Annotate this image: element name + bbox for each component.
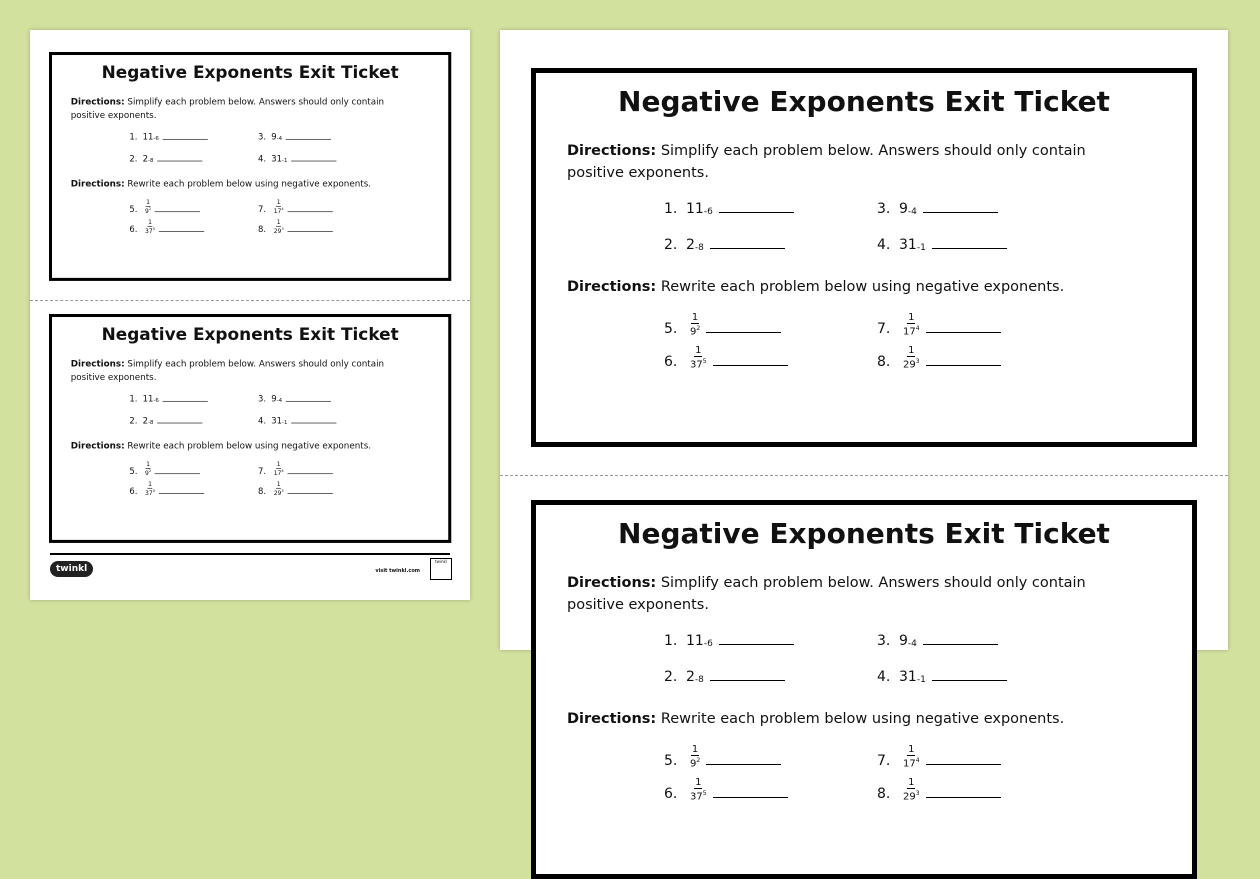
denominator bbox=[903, 789, 920, 802]
problem-number: 7. bbox=[877, 753, 891, 769]
problem-exponent: -1 bbox=[282, 157, 288, 164]
directions-label: Directions: bbox=[567, 279, 657, 295]
answer-blank[interactable] bbox=[923, 644, 998, 645]
problem-base: 31 bbox=[271, 154, 283, 164]
fraction bbox=[274, 462, 284, 477]
footer-site-text: visit twinkl.com bbox=[375, 568, 420, 574]
fraction bbox=[274, 200, 284, 215]
numerator: 1 bbox=[148, 481, 152, 488]
problem-exponent: -4 bbox=[907, 639, 917, 649]
numerator: 1 bbox=[695, 344, 702, 356]
rewrite-problem bbox=[258, 462, 333, 476]
fraction bbox=[690, 745, 700, 769]
problem-exponent: -8 bbox=[694, 675, 704, 685]
numerator: 1 bbox=[146, 199, 151, 206]
denominator-base: 37 bbox=[145, 227, 153, 235]
denominator-exponent: 5 bbox=[152, 488, 156, 494]
problem-base: 31 bbox=[899, 237, 917, 253]
problem-number: 5. bbox=[129, 466, 138, 477]
denominator-base: 29 bbox=[273, 227, 282, 235]
answer-blank[interactable] bbox=[926, 797, 1001, 798]
directions-label: Directions: bbox=[70, 441, 125, 452]
denominator bbox=[690, 357, 707, 370]
denominator-base: 37 bbox=[145, 489, 153, 497]
denominator-exponent: 5 bbox=[702, 789, 707, 797]
rewrite-problem bbox=[877, 778, 1001, 802]
denominator-base: 17 bbox=[903, 758, 916, 769]
problem-exponent: -4 bbox=[276, 397, 283, 404]
numerator: 1 bbox=[276, 461, 281, 468]
problem-number: 2. bbox=[129, 154, 138, 164]
answer-blank[interactable] bbox=[713, 365, 788, 366]
denominator bbox=[274, 468, 284, 476]
problem-base: 2 bbox=[686, 237, 695, 253]
problem-number: 7. bbox=[877, 321, 891, 337]
directions-text: Rewrite each problem below using negative exponents. bbox=[127, 441, 372, 452]
answer-blank[interactable] bbox=[710, 680, 785, 681]
denominator bbox=[690, 789, 707, 802]
problem-number: 1. bbox=[129, 132, 138, 142]
problem-number: 4. bbox=[257, 416, 267, 426]
rewrite-problem bbox=[664, 313, 781, 337]
worksheet-zoom-page bbox=[500, 30, 1228, 802]
numerator: 1 bbox=[276, 199, 281, 206]
directions-label: Directions: bbox=[70, 179, 125, 190]
directions-label: Directions: bbox=[567, 711, 657, 727]
problem-base: 9 bbox=[271, 394, 277, 404]
denominator-base: 37 bbox=[690, 791, 703, 802]
simplify-problem bbox=[664, 229, 785, 253]
directions-text: Rewrite each problem below using negative exponents. bbox=[127, 179, 372, 190]
directions-rewrite bbox=[567, 708, 1127, 730]
denominator-base: 9 bbox=[690, 758, 697, 769]
exit-ticket bbox=[49, 314, 451, 543]
ticket-title: Negative Exponents Exit Ticket bbox=[101, 324, 399, 345]
rewrite-problem bbox=[664, 745, 781, 769]
problem-number: 6. bbox=[664, 354, 678, 370]
denominator-exponent: 4 bbox=[915, 756, 920, 764]
rewrite-problem bbox=[664, 346, 788, 370]
directions-text: Rewrite each problem below using negative exponents. bbox=[660, 279, 1065, 295]
denominator bbox=[274, 488, 284, 496]
problem-number: 8. bbox=[877, 354, 891, 370]
denominator-exponent: 4 bbox=[281, 207, 284, 212]
answer-blank[interactable] bbox=[923, 212, 998, 213]
problem-number: 1. bbox=[664, 633, 678, 649]
problem-base: 2 bbox=[686, 669, 695, 685]
answer-blank[interactable] bbox=[710, 248, 785, 249]
fraction bbox=[145, 482, 155, 497]
denominator-exponent: 5 bbox=[702, 357, 707, 365]
answer-blank[interactable] bbox=[706, 764, 781, 765]
answer-blank[interactable] bbox=[291, 423, 336, 424]
answer-blank[interactable] bbox=[287, 493, 332, 494]
denominator bbox=[145, 206, 151, 214]
problem-number: 7. bbox=[257, 466, 267, 477]
exit-ticket bbox=[531, 500, 1197, 879]
directions-label: Directions: bbox=[70, 97, 125, 107]
problem-number: 5. bbox=[664, 321, 678, 337]
problem-base: 11 bbox=[686, 201, 704, 217]
numerator: 1 bbox=[908, 743, 915, 755]
numerator: 1 bbox=[908, 776, 915, 788]
problem-number: 3. bbox=[257, 132, 267, 142]
simplify-problem bbox=[664, 661, 785, 685]
denominator-base: 17 bbox=[273, 207, 282, 215]
problem-number: 6. bbox=[129, 224, 138, 235]
denominator-base: 17 bbox=[903, 326, 916, 337]
denominator-exponent: 5 bbox=[152, 226, 156, 232]
answer-blank[interactable] bbox=[286, 401, 331, 402]
simplify-problem bbox=[258, 390, 331, 404]
exit-ticket bbox=[49, 52, 451, 281]
answer-blank[interactable] bbox=[155, 473, 200, 474]
denominator-exponent: 2 bbox=[148, 469, 152, 474]
fraction bbox=[903, 313, 920, 337]
answer-blank[interactable] bbox=[926, 764, 1001, 765]
answer-blank[interactable] bbox=[719, 644, 794, 645]
answer-blank[interactable] bbox=[159, 231, 204, 232]
problem-number: 3. bbox=[257, 394, 267, 404]
simplify-problem bbox=[129, 149, 202, 163]
problem-number: 1. bbox=[664, 201, 678, 217]
answer-blank[interactable] bbox=[287, 473, 332, 474]
rewrite-problem bbox=[129, 462, 200, 476]
problem-number: 8. bbox=[257, 224, 267, 235]
problem-base: 31 bbox=[899, 669, 917, 685]
problem-exponent: -4 bbox=[907, 207, 917, 217]
denominator-exponent: 4 bbox=[915, 324, 920, 332]
denominator-base: 29 bbox=[903, 359, 916, 370]
fraction bbox=[690, 313, 700, 337]
denominator-base: 29 bbox=[273, 489, 282, 497]
numerator: 1 bbox=[908, 311, 915, 323]
denominator bbox=[903, 756, 920, 769]
rewrite-problem bbox=[129, 220, 204, 234]
problem-exponent: -8 bbox=[148, 157, 154, 164]
directions-label: Directions: bbox=[567, 575, 657, 591]
denominator bbox=[690, 324, 700, 337]
problem-exponent: -1 bbox=[916, 675, 926, 685]
denominator bbox=[145, 468, 151, 476]
denominator bbox=[274, 226, 284, 234]
problem-number: 5. bbox=[664, 753, 678, 769]
directions-rewrite bbox=[71, 178, 409, 191]
cut-line bbox=[30, 300, 470, 301]
simplify-problem bbox=[129, 390, 207, 404]
problem-base: 31 bbox=[271, 416, 283, 426]
denominator-exponent: 3 bbox=[915, 789, 920, 797]
numerator: 1 bbox=[276, 481, 281, 488]
denominator-base: 9 bbox=[690, 326, 697, 337]
problem-base: 9 bbox=[899, 633, 908, 649]
numerator: 1 bbox=[691, 311, 699, 323]
numerator: 1 bbox=[276, 219, 281, 226]
ticket-title: Negative Exponents Exit Ticket bbox=[101, 62, 399, 83]
problem-base: 2 bbox=[142, 416, 149, 426]
directions-simplify bbox=[71, 95, 409, 122]
fraction bbox=[903, 745, 920, 769]
simplify-problem bbox=[258, 128, 331, 142]
problem-number: 3. bbox=[877, 633, 891, 649]
rewrite-problem bbox=[129, 482, 204, 496]
denominator-exponent: 2 bbox=[696, 324, 701, 332]
directions-simplify bbox=[71, 357, 409, 384]
simplify-problem bbox=[877, 229, 1007, 253]
problem-number: 7. bbox=[257, 204, 267, 215]
fraction bbox=[903, 346, 920, 370]
denominator bbox=[145, 226, 155, 234]
denominator-base: 9 bbox=[145, 469, 149, 477]
simplify-problem bbox=[877, 193, 998, 217]
worksheet-preview-page bbox=[30, 30, 470, 600]
directions-text: Simplify each problem below. Answers should only contain positive exponents. bbox=[567, 143, 1086, 181]
ticket-title: Negative Exponents Exit Ticket bbox=[618, 517, 1110, 550]
simplify-problem bbox=[129, 411, 202, 425]
directions-simplify bbox=[567, 572, 1127, 616]
rewrite-problem bbox=[877, 313, 1001, 337]
problem-number: 1. bbox=[129, 394, 138, 404]
problem-exponent: -8 bbox=[148, 419, 154, 426]
rewrite-problem bbox=[877, 745, 1001, 769]
problem-exponent: -4 bbox=[276, 135, 283, 142]
problem-number: 8. bbox=[877, 786, 891, 802]
problem-number: 4. bbox=[877, 237, 891, 253]
problem-base: 9 bbox=[271, 132, 277, 142]
denominator bbox=[903, 324, 920, 337]
problem-exponent: -8 bbox=[694, 243, 704, 253]
answer-blank[interactable] bbox=[926, 365, 1001, 366]
directions-rewrite bbox=[71, 440, 409, 453]
denominator-base: 37 bbox=[690, 359, 703, 370]
rewrite-problem bbox=[258, 220, 333, 234]
simplify-problem bbox=[877, 625, 998, 649]
directions-text: Simplify each problem below. Answers should only contain positive exponents. bbox=[70, 359, 385, 383]
rewrite-problem bbox=[664, 778, 788, 802]
denominator-exponent: 3 bbox=[281, 488, 284, 494]
numerator: 1 bbox=[908, 344, 915, 356]
fraction bbox=[145, 220, 155, 235]
answer-blank[interactable] bbox=[287, 211, 332, 212]
problem-number: 6. bbox=[664, 786, 678, 802]
problem-number: 4. bbox=[877, 669, 891, 685]
simplify-problem bbox=[258, 149, 336, 163]
numerator: 1 bbox=[691, 743, 699, 755]
problem-exponent: -6 bbox=[153, 397, 159, 404]
twinkl-logo: twinkl bbox=[50, 561, 93, 577]
fraction bbox=[690, 778, 707, 802]
answer-blank[interactable] bbox=[162, 401, 207, 402]
problem-number: 3. bbox=[877, 201, 891, 217]
problem-exponent: -1 bbox=[916, 243, 926, 253]
denominator bbox=[903, 357, 920, 370]
footer-divider bbox=[50, 553, 450, 555]
rewrite-problem bbox=[258, 482, 333, 496]
rewrite-problem bbox=[258, 200, 333, 214]
problem-base: 11 bbox=[142, 132, 154, 142]
fraction bbox=[274, 220, 284, 235]
denominator-base: 17 bbox=[273, 469, 282, 477]
fraction bbox=[274, 482, 284, 497]
denominator-exponent: 2 bbox=[696, 756, 701, 764]
problem-number: 2. bbox=[129, 416, 138, 426]
rewrite-problem bbox=[877, 346, 1001, 370]
problem-exponent: -6 bbox=[703, 639, 713, 649]
rewrite-problem bbox=[129, 200, 200, 214]
problem-base: 11 bbox=[142, 394, 154, 404]
answer-blank[interactable] bbox=[159, 493, 204, 494]
denominator bbox=[690, 756, 700, 769]
problem-base: 11 bbox=[686, 633, 704, 649]
simplify-problem bbox=[877, 661, 1007, 685]
denominator-base: 29 bbox=[903, 791, 916, 802]
answer-blank[interactable] bbox=[157, 423, 202, 424]
answer-blank[interactable] bbox=[932, 680, 1007, 681]
problem-number: 5. bbox=[129, 204, 138, 215]
simplify-problem bbox=[664, 625, 794, 649]
simplify-problem bbox=[258, 411, 336, 425]
problem-number: 6. bbox=[129, 486, 138, 497]
problem-exponent: -6 bbox=[153, 135, 159, 142]
directions-label: Directions: bbox=[70, 359, 125, 369]
fraction bbox=[145, 462, 151, 477]
denominator bbox=[274, 206, 284, 214]
problem-exponent: -1 bbox=[282, 419, 288, 426]
denominator-exponent: 3 bbox=[281, 226, 284, 232]
answer-blank[interactable] bbox=[287, 231, 332, 232]
problem-number: 8. bbox=[257, 486, 267, 497]
answer-blank[interactable] bbox=[157, 161, 202, 162]
denominator-base: 9 bbox=[145, 207, 149, 215]
problem-number: 2. bbox=[664, 237, 678, 253]
directions-simplify bbox=[567, 140, 1127, 184]
denominator-exponent: 4 bbox=[281, 469, 284, 474]
quality-badge: twinkl bbox=[430, 558, 452, 580]
directions-label: Directions: bbox=[567, 143, 657, 159]
directions-text: Rewrite each problem below using negative exponents. bbox=[660, 711, 1065, 727]
denominator-exponent: 3 bbox=[915, 357, 920, 365]
answer-blank[interactable] bbox=[713, 797, 788, 798]
problem-exponent: -6 bbox=[703, 207, 713, 217]
simplify-problem bbox=[664, 193, 794, 217]
directions-rewrite bbox=[567, 276, 1127, 298]
answer-blank[interactable] bbox=[155, 211, 200, 212]
exit-ticket bbox=[531, 68, 1197, 447]
simplify-problem bbox=[129, 128, 207, 142]
answer-blank[interactable] bbox=[162, 139, 207, 140]
answer-blank[interactable] bbox=[291, 161, 336, 162]
denominator bbox=[145, 488, 155, 496]
answer-blank[interactable] bbox=[286, 139, 331, 140]
problem-number: 2. bbox=[664, 669, 678, 685]
cut-line bbox=[500, 475, 1228, 476]
answer-blank[interactable] bbox=[719, 212, 794, 213]
ticket-title: Negative Exponents Exit Ticket bbox=[618, 85, 1110, 118]
numerator: 1 bbox=[148, 219, 152, 226]
directions-text: Simplify each problem below. Answers should only contain positive exponents. bbox=[567, 575, 1086, 613]
denominator-exponent: 2 bbox=[148, 207, 152, 212]
numerator: 1 bbox=[146, 461, 151, 468]
fraction bbox=[690, 346, 707, 370]
fraction bbox=[903, 778, 920, 802]
numerator: 1 bbox=[695, 776, 702, 788]
answer-blank[interactable] bbox=[926, 332, 1001, 333]
answer-blank[interactable] bbox=[932, 248, 1007, 249]
problem-number: 4. bbox=[257, 154, 267, 164]
problem-base: 9 bbox=[899, 201, 908, 217]
answer-blank[interactable] bbox=[706, 332, 781, 333]
directions-text: Simplify each problem below. Answers should only contain positive exponents. bbox=[70, 97, 385, 121]
fraction bbox=[145, 200, 151, 215]
problem-base: 2 bbox=[142, 154, 149, 164]
